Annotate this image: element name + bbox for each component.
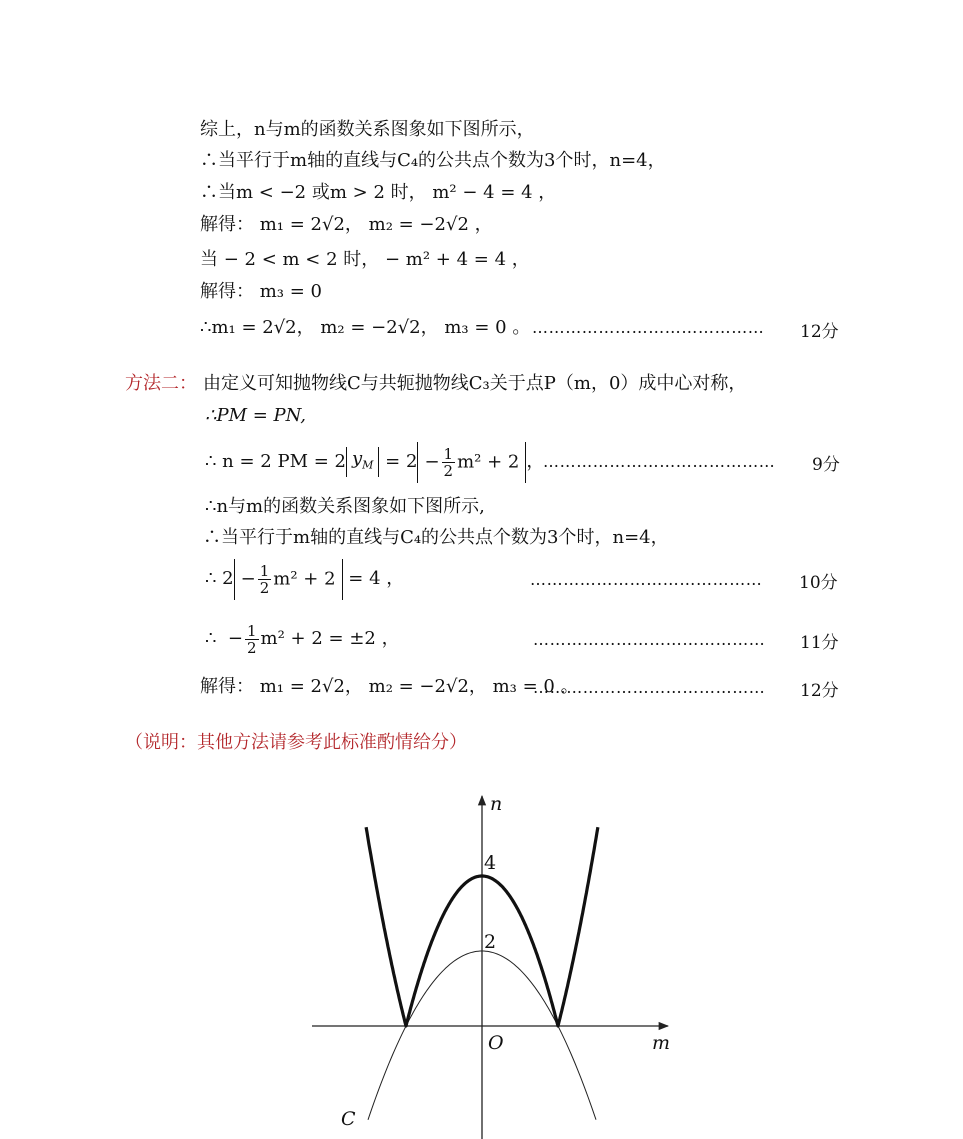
- y-axis-label: n: [490, 793, 503, 815]
- x-axis-label: m: [652, 1032, 671, 1054]
- m1-line6: 解得： m₃ = 0: [200, 281, 322, 302]
- m2-line6: ∴ 2 − $\frac{1}{2}$ m² + 2 = 4 ，: [205, 557, 404, 601]
- abs-expr-2: − $\frac{1}{2}$ m² + 2: [234, 559, 343, 600]
- m2-score8: 12分: [800, 681, 839, 701]
- note: （说明：其他方法请参考此标准酌情给分）: [125, 732, 467, 753]
- m1-line5: 当 − 2 < m < 2 时， − m² + 4 = 4 ，: [200, 249, 530, 270]
- m2-line3: ∴ n = 2 PM = 2 $y_M = 2$ − $\frac{1}{2}$ m² + 2 ，: [205, 440, 544, 484]
- m1-line7: ∴m₁ = 2√2， m₂ = −2√2， m₃ = 0 。: [200, 317, 531, 338]
- frac-half-2: $\frac{1}{2}$: [259, 561, 270, 597]
- frac-half-3: $\frac{1}{2}$: [246, 621, 257, 657]
- m2-line4: ∴n与m的函数关系图象如下图所示,: [205, 496, 485, 517]
- m2-score7: 11分: [800, 633, 839, 653]
- m1-line3: ∴当m < −2 或m > 2 时， m² − 4 = 4 ，: [200, 182, 557, 203]
- m2-line2: ∴PM = PN,: [205, 405, 306, 426]
- m2-score3: 9分: [812, 455, 840, 475]
- m2-dots8: ……………………………………: [533, 678, 766, 697]
- m1-line2: ∴当平行于m轴的直线与C₄的公共点个数为3个时，n=4，: [200, 150, 666, 171]
- m2-dots7: ……………………………………: [533, 630, 766, 649]
- m1-line1: 综上，n与m的函数关系图象如下图所示，: [200, 119, 535, 140]
- m2-score6: 10分: [799, 573, 838, 593]
- m2-dots3: ……………………………………: [543, 452, 776, 471]
- tick-label-2: 2: [484, 931, 497, 953]
- m2-dots6: ……………………………………: [530, 570, 763, 589]
- origin-label: O: [488, 1032, 504, 1054]
- m2-label: 方法二：: [125, 373, 197, 394]
- m2-line5: ∴当平行于m轴的直线与C₄的公共点个数为3个时，n=4，: [203, 527, 669, 548]
- abs-expr-1: − $\frac{1}{2}$ m² + 2: [417, 442, 526, 483]
- abs-yM: $y_M$: [346, 447, 379, 478]
- tick-label-4: 4: [484, 852, 497, 874]
- curve-label-c: C: [341, 1108, 356, 1130]
- frac-half-1: $\frac{1}{2}$: [443, 444, 454, 480]
- m2-line8: 解得： m₁ = 2√2， m₂ = −2√2， m₃ = 0 。: [200, 676, 579, 697]
- function-graph: [300, 780, 680, 1139]
- m1-score7: 12分: [800, 322, 839, 342]
- m2-line1: 由定义可知抛物线C与共轭抛物线C₃关于点P（m，0）成中心对称，: [203, 373, 747, 394]
- m1-dots7: ……………………………………: [532, 318, 765, 337]
- m1-line4: 解得： m₁ = 2√2， m₂ = −2√2 ，: [200, 214, 493, 235]
- m2-line7: ∴ − $\frac{1}{2}$ m² + 2 = ±2 ，: [205, 621, 400, 657]
